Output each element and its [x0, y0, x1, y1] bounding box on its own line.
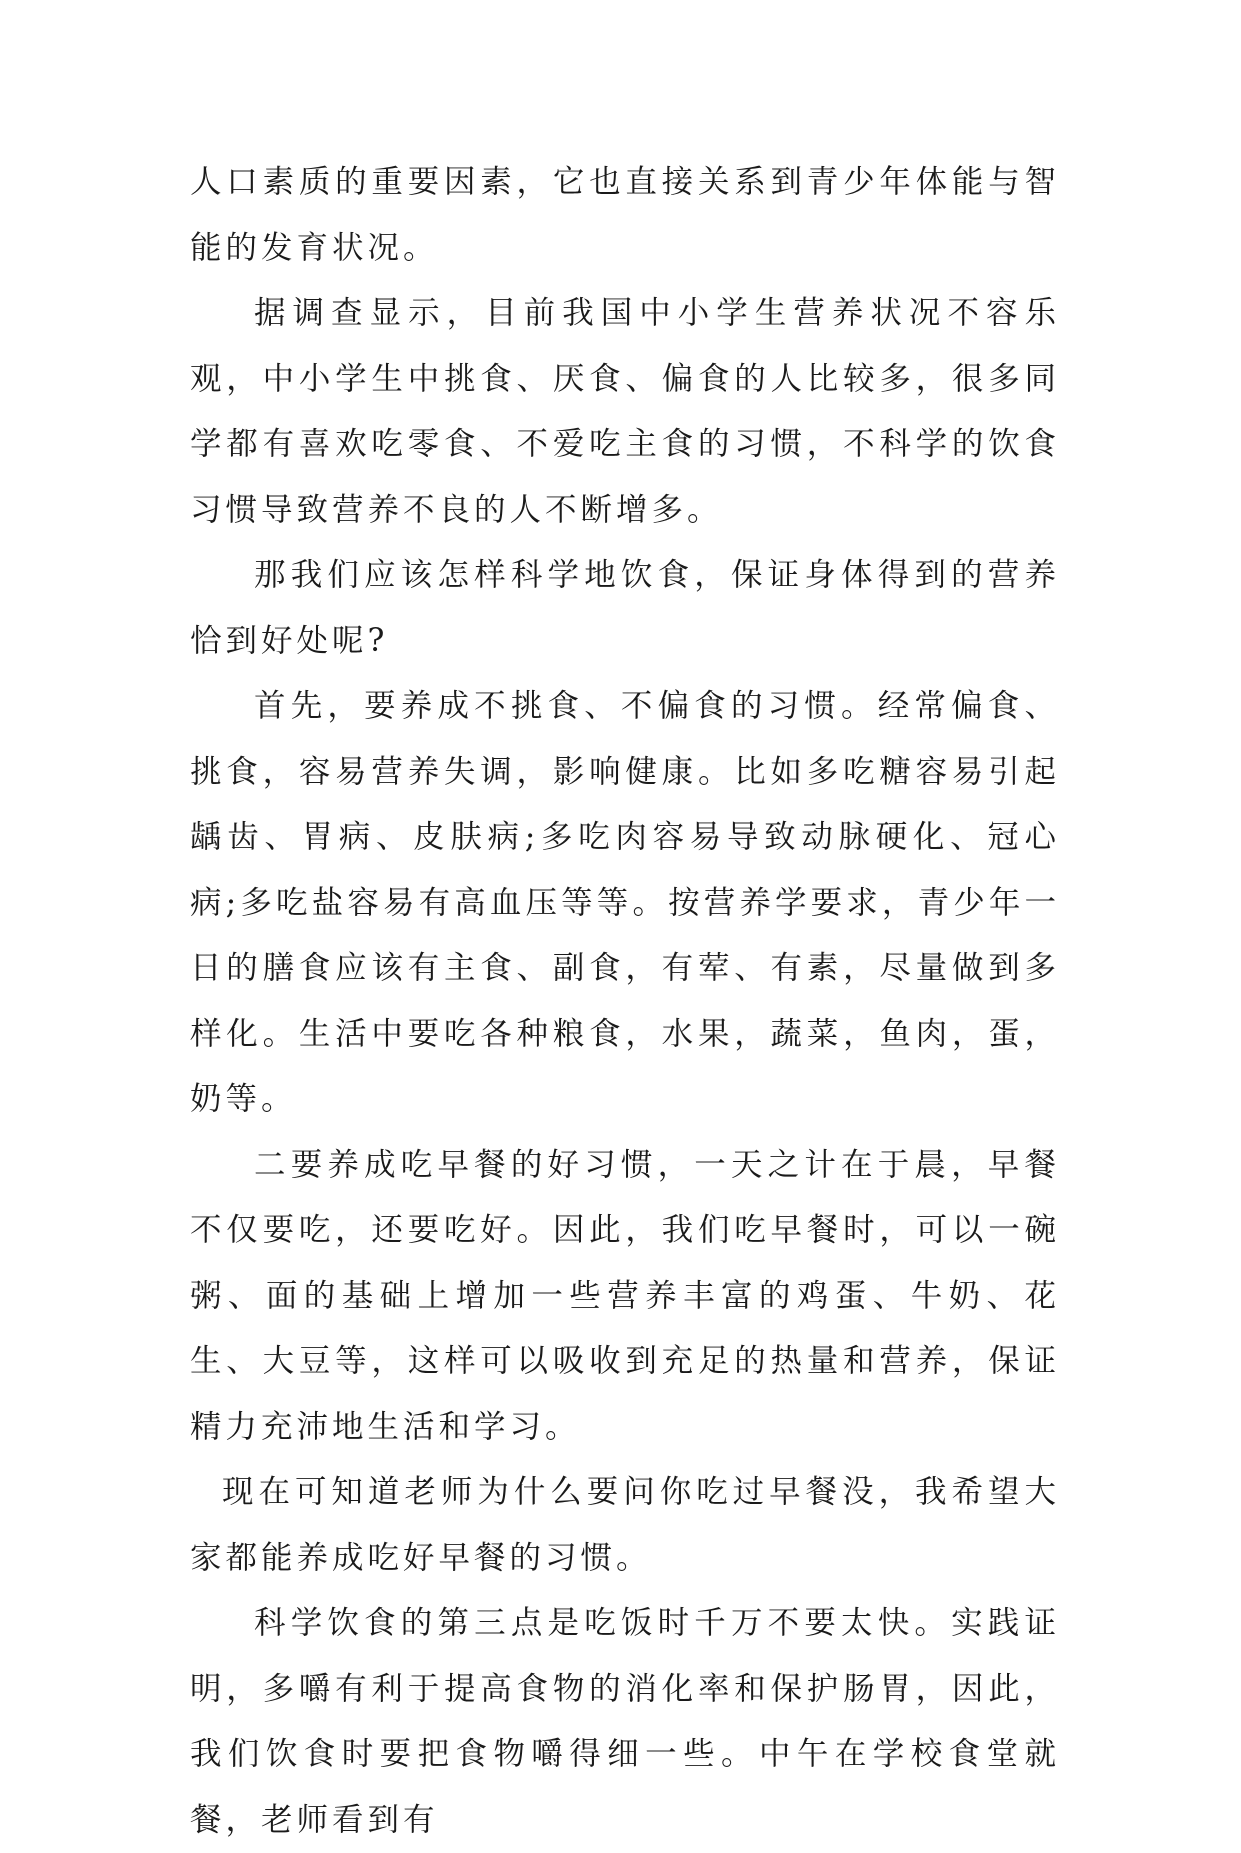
paragraph-2: 据调查显示，目前我国中小学生营养状况不容乐观，中小学生中挑食、厌食、偏食的人比较多，很多同学都有喜欢吃零食、不爱吃主食的习惯，不科学的饮食习惯导致营养不良的人不断增多。 [190, 295, 1060, 528]
paragraph-7: 科学饮食的第三点是吃饭时千万不要太快。实践证明，多嚼有利于提高食物的消化率和保护肠胃，因此，我们饮食时要把食物嚼得细一些。中午在学校食堂就餐，老师看到有 [190, 1605, 1060, 1838]
paragraph-3: 那我们应该怎样科学地饮食，保证身体得到的营养恰到好处呢? [190, 557, 1060, 659]
paragraph-6: 现在可知道老师为什么要问你吃过早餐没，我希望大家都能养成吃好早餐的习惯。 [190, 1474, 1060, 1576]
paragraph-5: 二要养成吃早餐的好习惯，一天之计在于晨，早餐不仅要吃，还要吃好。因此，我们吃早餐时，可以一碗粥、面的基础上增加一些营养丰富的鸡蛋、牛奶、花生、大豆等，这样可以吸收到充足的热量和营养，保证精力充沛地生活和学习。 [190, 1146, 1060, 1445]
document-page [190, 150, 1060, 1853]
paragraph-1: 人口素质的重要因素，它也直接关系到青少年体能与智能的发育状况。 [190, 164, 1060, 266]
paragraph-4: 首先，要养成不挑食、不偏食的习惯。经常偏食、挑食，容易营养失调，影响健康。比如多吃糖容易引起龋齿、胃病、皮肤病;多吃肉容易导致动脉硬化、冠心病;多吃盐容易有高血压等等。按营养学要求，青少年一日的膳食应该有主食、副食，有荤、有素，尽量做到多样化。生活中要吃各种粮食，水果，蔬菜，鱼肉，蛋，奶等。 [190, 688, 1060, 1117]
